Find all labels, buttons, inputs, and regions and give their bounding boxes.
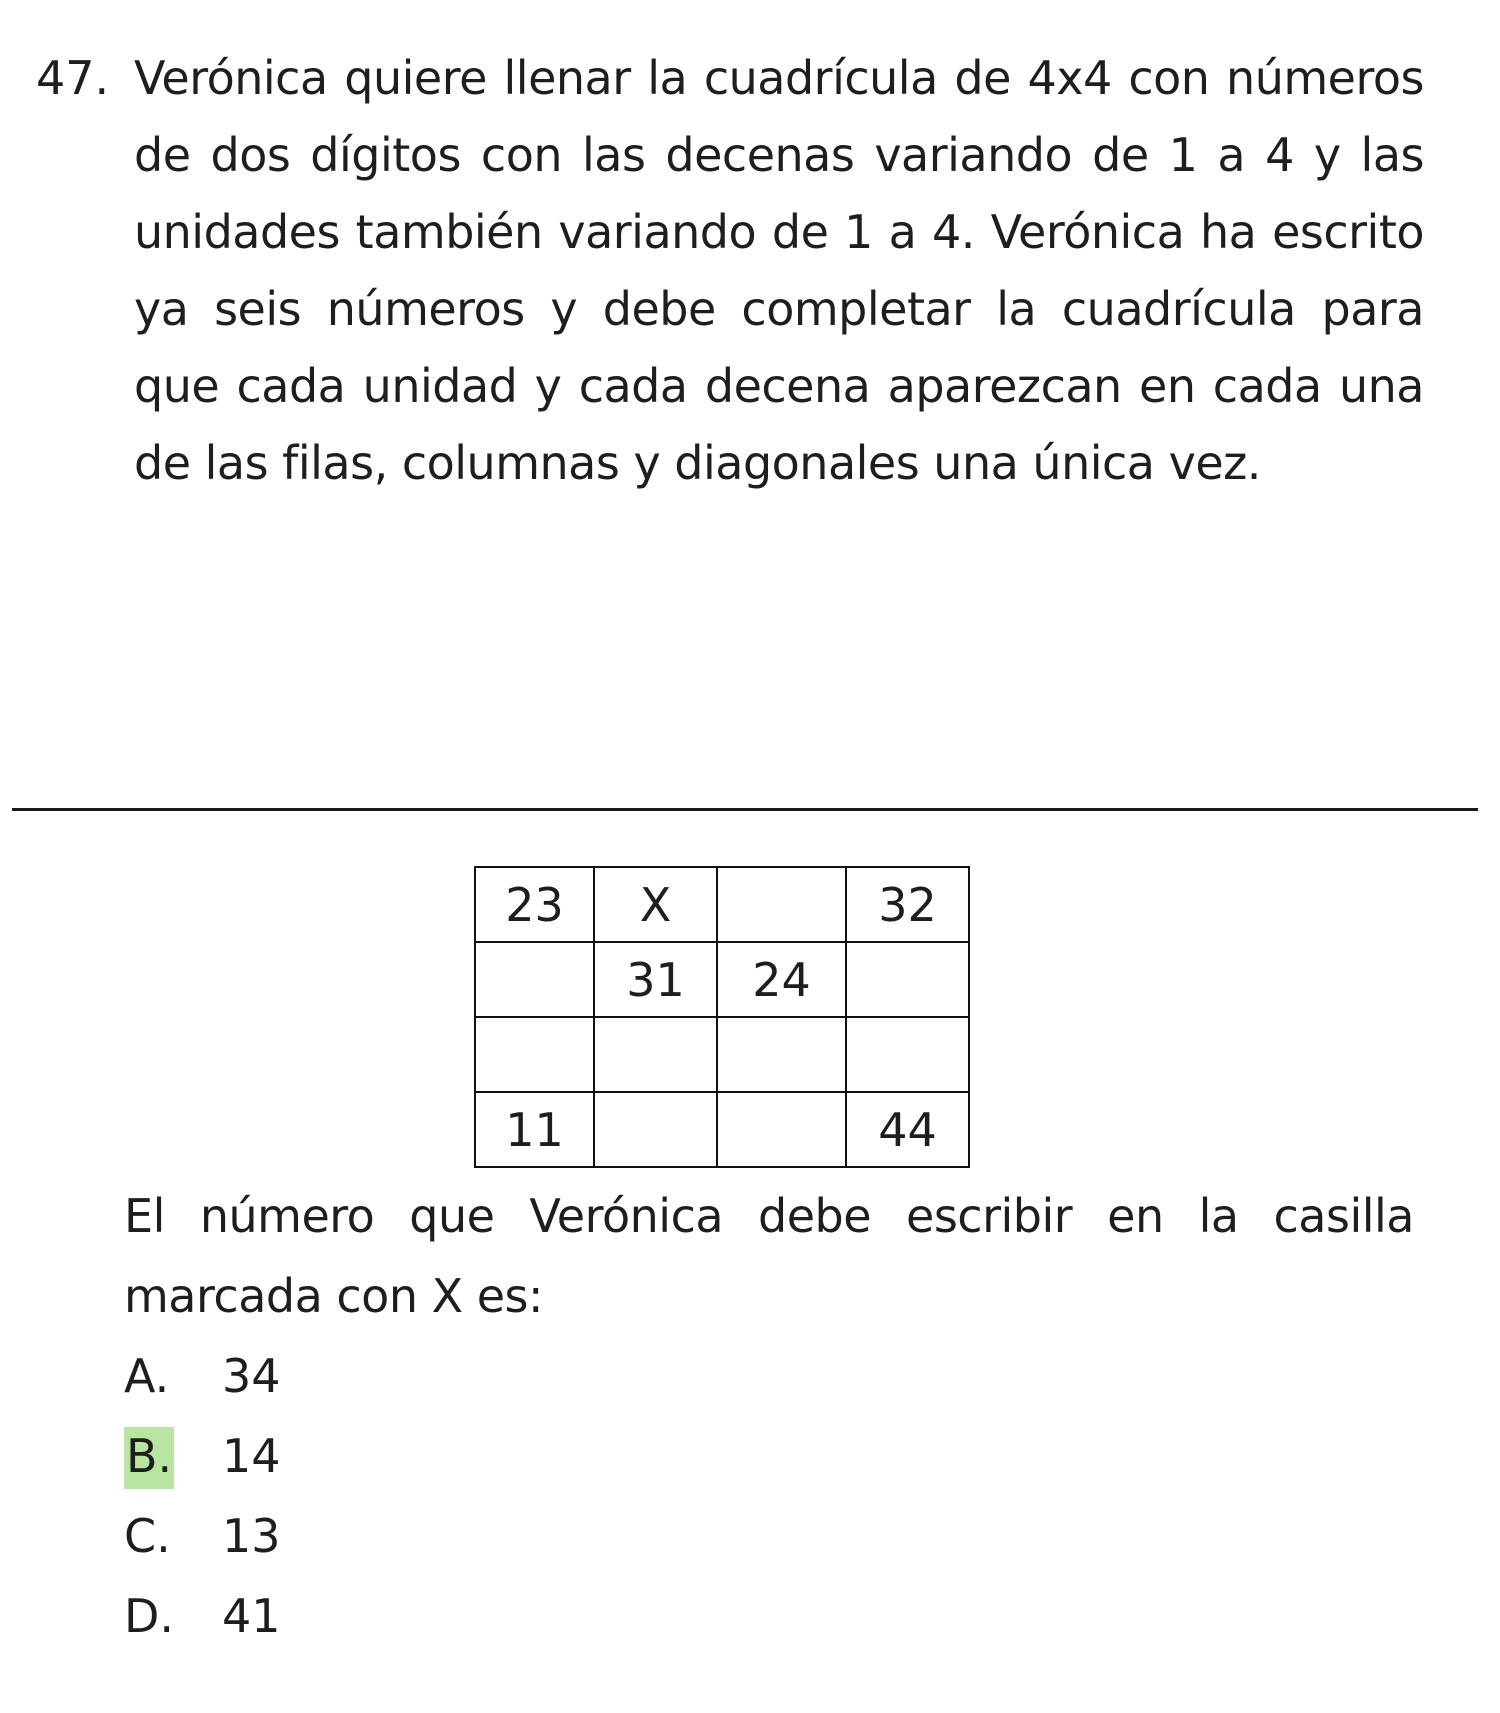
option-letter: C. xyxy=(124,1509,171,1563)
grid-cell-marked-x: X xyxy=(594,867,717,942)
grid-row xyxy=(475,867,969,942)
grid-cell xyxy=(475,1017,594,1092)
option-value: 41 xyxy=(222,1589,281,1643)
grid-row xyxy=(475,942,969,1017)
option-d[interactable] xyxy=(124,1576,281,1656)
grid-cell: 23 xyxy=(475,867,594,942)
option-letter: D. xyxy=(124,1589,175,1643)
option-value: 34 xyxy=(222,1349,281,1403)
question-number: 47. xyxy=(36,51,110,105)
grid-cell xyxy=(594,1092,717,1167)
option-letter: A. xyxy=(124,1349,170,1403)
option-b[interactable] xyxy=(124,1416,281,1496)
grid-row xyxy=(475,1092,969,1167)
grid-cell xyxy=(717,1092,846,1167)
option-letter-highlighted: B. xyxy=(124,1416,222,1496)
question-text: Verónica quiere llenar la cuadrícula de 4x4 con números de dos dígitos con las decenas variando de 1 a 4 y las unidades también variando de 1 a 4. Verónica ha escrito ya seis números y debe completar la cuadrícula para que cada unidad y cada decena aparezcan en cada una de las filas, columnas y diagonales una única vez. xyxy=(134,51,1424,490)
option-value: 14 xyxy=(222,1429,281,1483)
option-value: 13 xyxy=(222,1509,281,1563)
grid-cell xyxy=(717,1017,846,1092)
grid-cell xyxy=(717,867,846,942)
grid-cell xyxy=(846,1017,969,1092)
answer-options xyxy=(124,1336,281,1656)
grid-cell: 24 xyxy=(717,942,846,1017)
grid-cell: 11 xyxy=(475,1092,594,1167)
grid-cell xyxy=(475,942,594,1017)
grid-cell: 44 xyxy=(846,1092,969,1167)
option-a[interactable] xyxy=(124,1336,281,1416)
divider-line xyxy=(12,808,1478,811)
number-grid xyxy=(474,866,970,1168)
option-c[interactable] xyxy=(124,1496,281,1576)
grid-cell: 31 xyxy=(594,942,717,1017)
grid-cell xyxy=(846,942,969,1017)
grid-row xyxy=(475,1017,969,1092)
grid-cell: 32 xyxy=(846,867,969,942)
grid-cell xyxy=(594,1017,717,1092)
answer-prompt: El número que Verónica debe escribir en la casilla marcada con X es: xyxy=(124,1189,1414,1323)
